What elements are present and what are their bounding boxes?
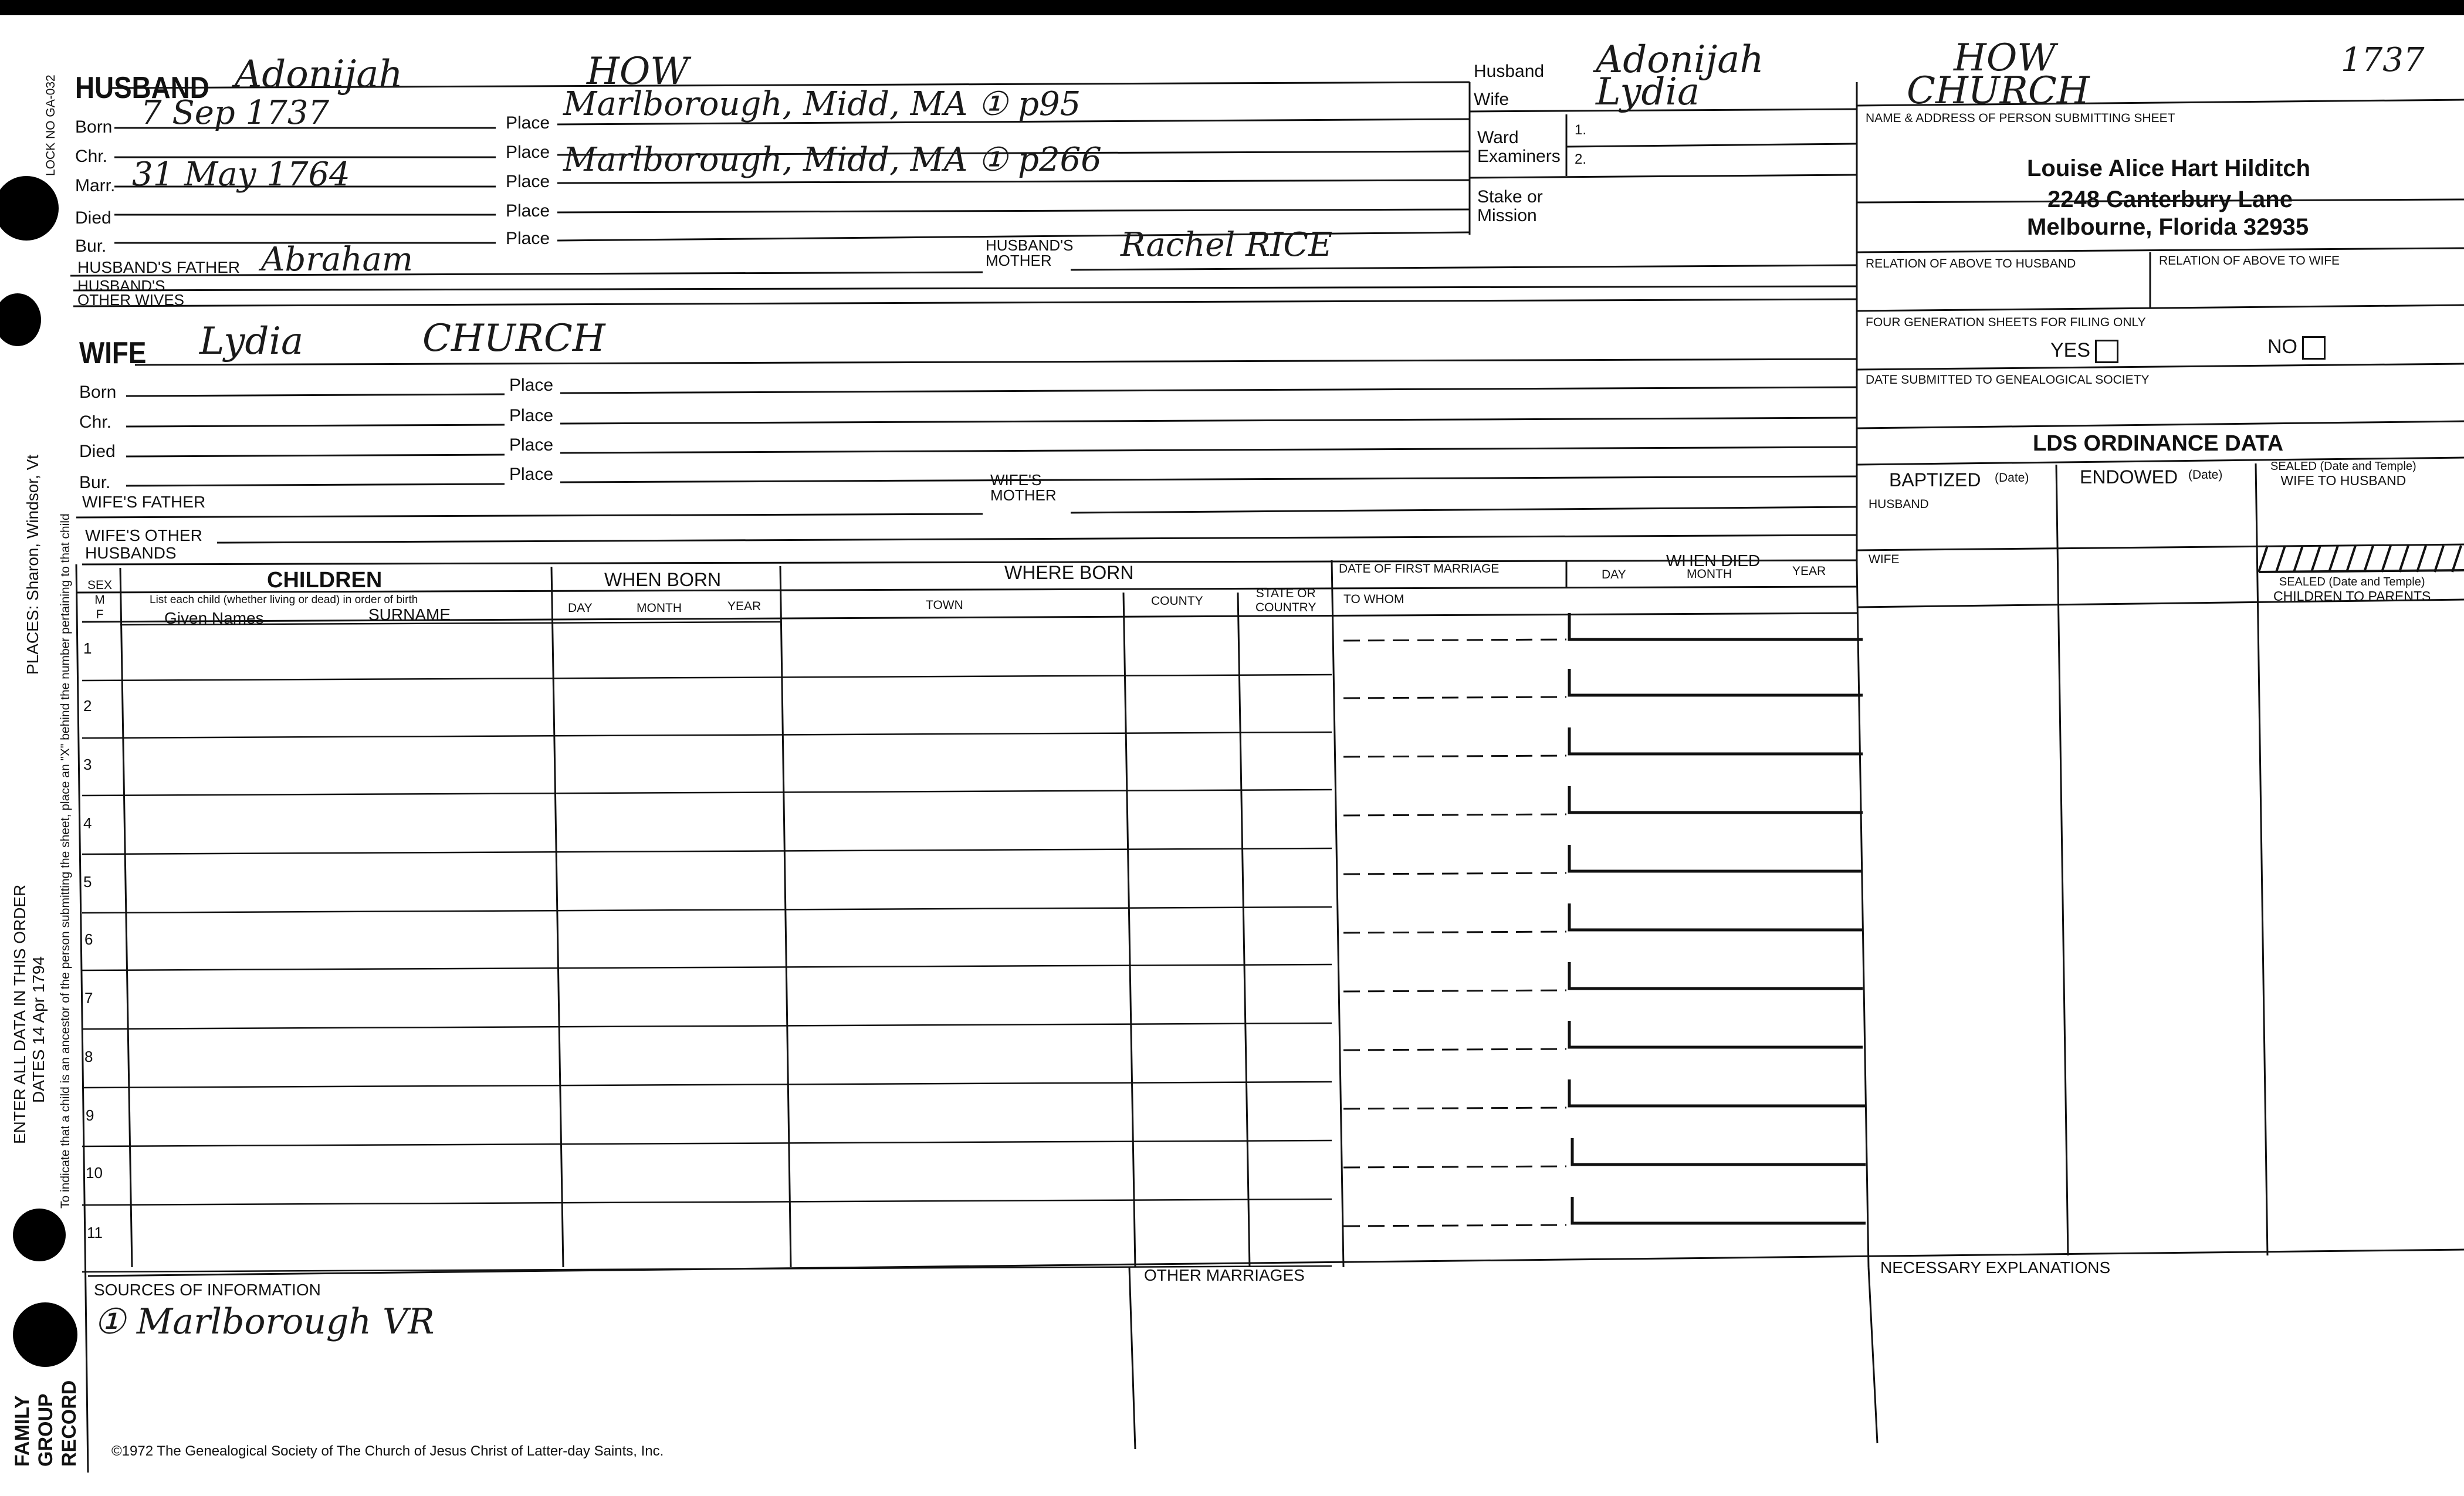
husband-given-name[interactable]: Adonijah xyxy=(235,53,403,96)
place-label: Place xyxy=(509,435,554,455)
wife-born-label: Born xyxy=(79,383,117,402)
source-entry[interactable]: ① Marlborough VR xyxy=(94,1301,435,1342)
husband-other-wives-line: OTHER WIVES xyxy=(77,291,185,309)
lds-wife-label: WIFE xyxy=(1869,553,1900,566)
child-row-number: 6 xyxy=(84,930,93,948)
tr-husband-surname[interactable]: HOW xyxy=(1954,36,2056,80)
child-row-number: 7 xyxy=(84,989,93,1007)
given-names-header: Given Names xyxy=(164,609,264,627)
baptized-date-label: (Date) xyxy=(1995,471,2029,485)
child-row-number: 8 xyxy=(84,1048,93,1065)
month-header: MONTH xyxy=(637,601,682,615)
children-note: List each child (whether living or dead) in order of birth xyxy=(150,594,418,606)
child-row-number: 3 xyxy=(83,756,92,773)
husband-bur-label: Bur. xyxy=(75,236,107,256)
place-label: Place xyxy=(509,465,554,484)
place-label: Place xyxy=(506,201,550,221)
tr-wife-surname[interactable]: CHURCH xyxy=(1907,69,2090,113)
endowed-label: ENDOWED xyxy=(2080,466,2178,488)
child-row-number: 1 xyxy=(83,639,92,657)
husband-father-label: HUSBAND'S FATHER xyxy=(77,258,241,276)
wife-surname[interactable]: CHURCH xyxy=(422,317,605,360)
husband-other-wives-line: HUSBAND'S xyxy=(77,277,165,295)
relation-husband-label: RELATION OF ABOVE TO HUSBAND xyxy=(1866,257,2076,270)
sources-label: SOURCES OF INFORMATION xyxy=(94,1281,321,1299)
tr-husband-given[interactable]: Adonijah xyxy=(1596,38,1764,82)
state-header-line: COUNTRY xyxy=(1255,601,1316,614)
sex-header xyxy=(85,578,114,622)
wife-mother-label-line: MOTHER xyxy=(990,486,1057,504)
ward-label: Ward xyxy=(1477,128,1519,147)
submitter-name: Louise Alice Hart Hilditch xyxy=(2027,155,2311,181)
husband-mother-label-line: MOTHER xyxy=(986,252,1052,269)
no-option[interactable] xyxy=(2267,336,2326,360)
town-header: TOWN xyxy=(926,598,963,612)
husband-other-wives-label xyxy=(77,279,184,307)
dates-note: DATES 14 Apr 1794 xyxy=(29,956,48,1103)
husband-heading: HUSBAND xyxy=(75,71,209,105)
stake-label xyxy=(1477,188,1543,225)
husband-marriage-date[interactable]: 31 May 1764 xyxy=(132,155,350,194)
yes-option[interactable] xyxy=(2050,339,2118,363)
tr-husband-year[interactable]: 1737 xyxy=(2341,41,2425,79)
sex-header-line: F xyxy=(96,608,104,621)
other-marriages-label: OTHER MARRIAGES xyxy=(1144,1266,1305,1284)
husband-surname[interactable]: HOW xyxy=(587,50,689,93)
when-died-header: WHEN DIED xyxy=(1666,551,1761,570)
date-submitted-label: DATE SUBMITTED TO GENEALOGICAL SOCIETY xyxy=(1866,373,2150,387)
husband-born-date[interactable]: 7 Sep 1737 xyxy=(141,94,330,132)
child-row-number: 11 xyxy=(87,1224,103,1241)
wife-mother-label xyxy=(990,472,1057,503)
place-label: Place xyxy=(509,406,554,425)
tr-wife-label: Wife xyxy=(1474,90,1509,109)
child-row-number: 9 xyxy=(86,1106,94,1124)
husband-father-name[interactable]: Abraham xyxy=(261,241,413,279)
first-marriage-header: DATE OF FIRST MARRIAGE xyxy=(1339,562,1500,576)
submitter-street: 2248 Canterbury Lane xyxy=(2047,187,2293,212)
stake-label-line: Mission xyxy=(1477,206,1537,225)
place-label: Place xyxy=(506,113,550,133)
tr-husband-label: Husband xyxy=(1474,62,1545,81)
surname-header: SURNAME xyxy=(368,605,451,624)
lds-husband-label: HUSBAND xyxy=(1869,497,1929,511)
yes-label: YES xyxy=(2050,339,2091,361)
tr-wife-given[interactable]: Lydia xyxy=(1596,70,1700,114)
record-title-line: FAMILY xyxy=(11,1395,33,1467)
husband-died-label: Died xyxy=(75,208,111,228)
husband-marriage-place[interactable]: Marlborough, Midd, MA ① p266 xyxy=(563,141,1102,179)
stake-label-line: Stake or xyxy=(1477,187,1543,207)
sex-header-line: SEX xyxy=(87,578,113,592)
wife-given-name[interactable]: Lydia xyxy=(199,320,304,363)
husband-born-place[interactable]: Marlborough, Midd, MA ① p95 xyxy=(563,85,1081,123)
relation-wife-label: RELATION OF ABOVE TO WIFE xyxy=(2159,254,2340,268)
died-year-header: YEAR xyxy=(1792,564,1826,578)
children-title: CHILDREN xyxy=(267,568,383,593)
wife-chr-label: Chr. xyxy=(79,412,112,432)
lds-title: LDS ORDINANCE DATA xyxy=(2033,431,2284,456)
wife-other-husbands-label xyxy=(85,527,202,562)
wife-heading: WIFE xyxy=(79,336,147,370)
sealed-wife-label xyxy=(2270,459,2416,488)
husband-marr-label: Marr. xyxy=(75,176,116,195)
child-row-number: 4 xyxy=(83,814,92,832)
husband-mother-label-line: HUSBAND'S xyxy=(986,236,1074,254)
husband-mother-label xyxy=(986,238,1073,268)
died-month-header: MONTH xyxy=(1687,567,1732,581)
died-day-header: DAY xyxy=(1602,568,1626,581)
year-header: YEAR xyxy=(727,600,761,613)
endowed-date-label: (Date) xyxy=(2188,468,2223,482)
record-title xyxy=(11,1349,81,1467)
place-label: Place xyxy=(506,229,550,248)
ancestor-instruction: To indicate that a child is an ancestor of the person submitting the sheet, place an "X" behind the number pertaining to that child xyxy=(59,513,72,1209)
examiner-2: 2. xyxy=(1575,151,1587,167)
copyright: ©1972 The Genealogical Society of The Church of Jesus Christ of Latter-day Saints, Inc. xyxy=(111,1443,664,1459)
husband-mother-name[interactable]: Rachel RICE xyxy=(1121,226,1333,264)
record-title-line: GROUP xyxy=(35,1393,57,1467)
submitter-city: Melbourne, Florida 32935 xyxy=(2027,214,2309,240)
where-born-header: WHERE BORN xyxy=(1004,562,1134,583)
baptized-label: BAPTIZED xyxy=(1889,469,1981,490)
place-label: Place xyxy=(506,172,550,191)
lock-number: LOCK NO GA-032 xyxy=(44,75,57,176)
sex-header-line: M xyxy=(94,593,105,607)
no-label: NO xyxy=(2267,336,2297,358)
examiner-1: 1. xyxy=(1575,122,1587,138)
places-note: PLACES: Sharon, Windsor, Vt xyxy=(23,454,42,675)
child-row-number: 5 xyxy=(83,873,92,891)
wife-bur-label: Bur. xyxy=(79,473,111,492)
when-born-header: WHEN BORN xyxy=(604,569,722,590)
state-header xyxy=(1255,587,1316,615)
wife-other-husbands-line: WIFE'S OTHER xyxy=(85,526,202,544)
wife-died-label: Died xyxy=(79,442,116,461)
husband-chr-label: Chr. xyxy=(75,147,108,166)
sealed-wife-line: SEALED (Date and Temple) xyxy=(2270,460,2416,473)
to-whom-header: TO WHOM xyxy=(1343,593,1404,606)
necessary-explanations-label: NECESSARY EXPLANATIONS xyxy=(1880,1258,2111,1277)
wife-mother-label-line: WIFE'S xyxy=(990,471,1042,489)
examiners-label: Examiners xyxy=(1477,147,1561,166)
place-label: Place xyxy=(506,143,550,162)
place-label: Place xyxy=(509,375,554,395)
submitter-label: NAME & ADDRESS OF PERSON SUBMITTING SHEET xyxy=(1866,111,2175,125)
sealed-wife-line: WIFE TO HUSBAND xyxy=(2280,473,2407,488)
yes-checkbox[interactable] xyxy=(2095,340,2118,363)
county-header: COUNTY xyxy=(1151,594,1203,608)
child-row-number: 10 xyxy=(86,1164,103,1182)
sealed-children-line: CHILDREN TO PARENTS xyxy=(2273,588,2431,604)
no-checkbox[interactable] xyxy=(2302,336,2326,360)
wife-father-label: WIFE'S FATHER xyxy=(82,493,206,511)
day-header: DAY xyxy=(568,601,593,615)
entry-order-note: ENTER ALL DATA IN THIS ORDER xyxy=(11,884,29,1144)
sealed-children-line: SEALED (Date and Temple) xyxy=(2279,576,2425,588)
husband-born-label: Born xyxy=(75,117,113,137)
record-title-line: RECORD xyxy=(58,1380,80,1467)
wife-other-husbands-line: HUSBANDS xyxy=(85,544,177,562)
sealed-children-label xyxy=(2273,575,2431,603)
four-generation-label: FOUR GENERATION SHEETS FOR FILING ONLY xyxy=(1866,316,2146,329)
state-header-line: STATE OR xyxy=(1255,587,1316,600)
child-row-number: 2 xyxy=(83,697,92,715)
